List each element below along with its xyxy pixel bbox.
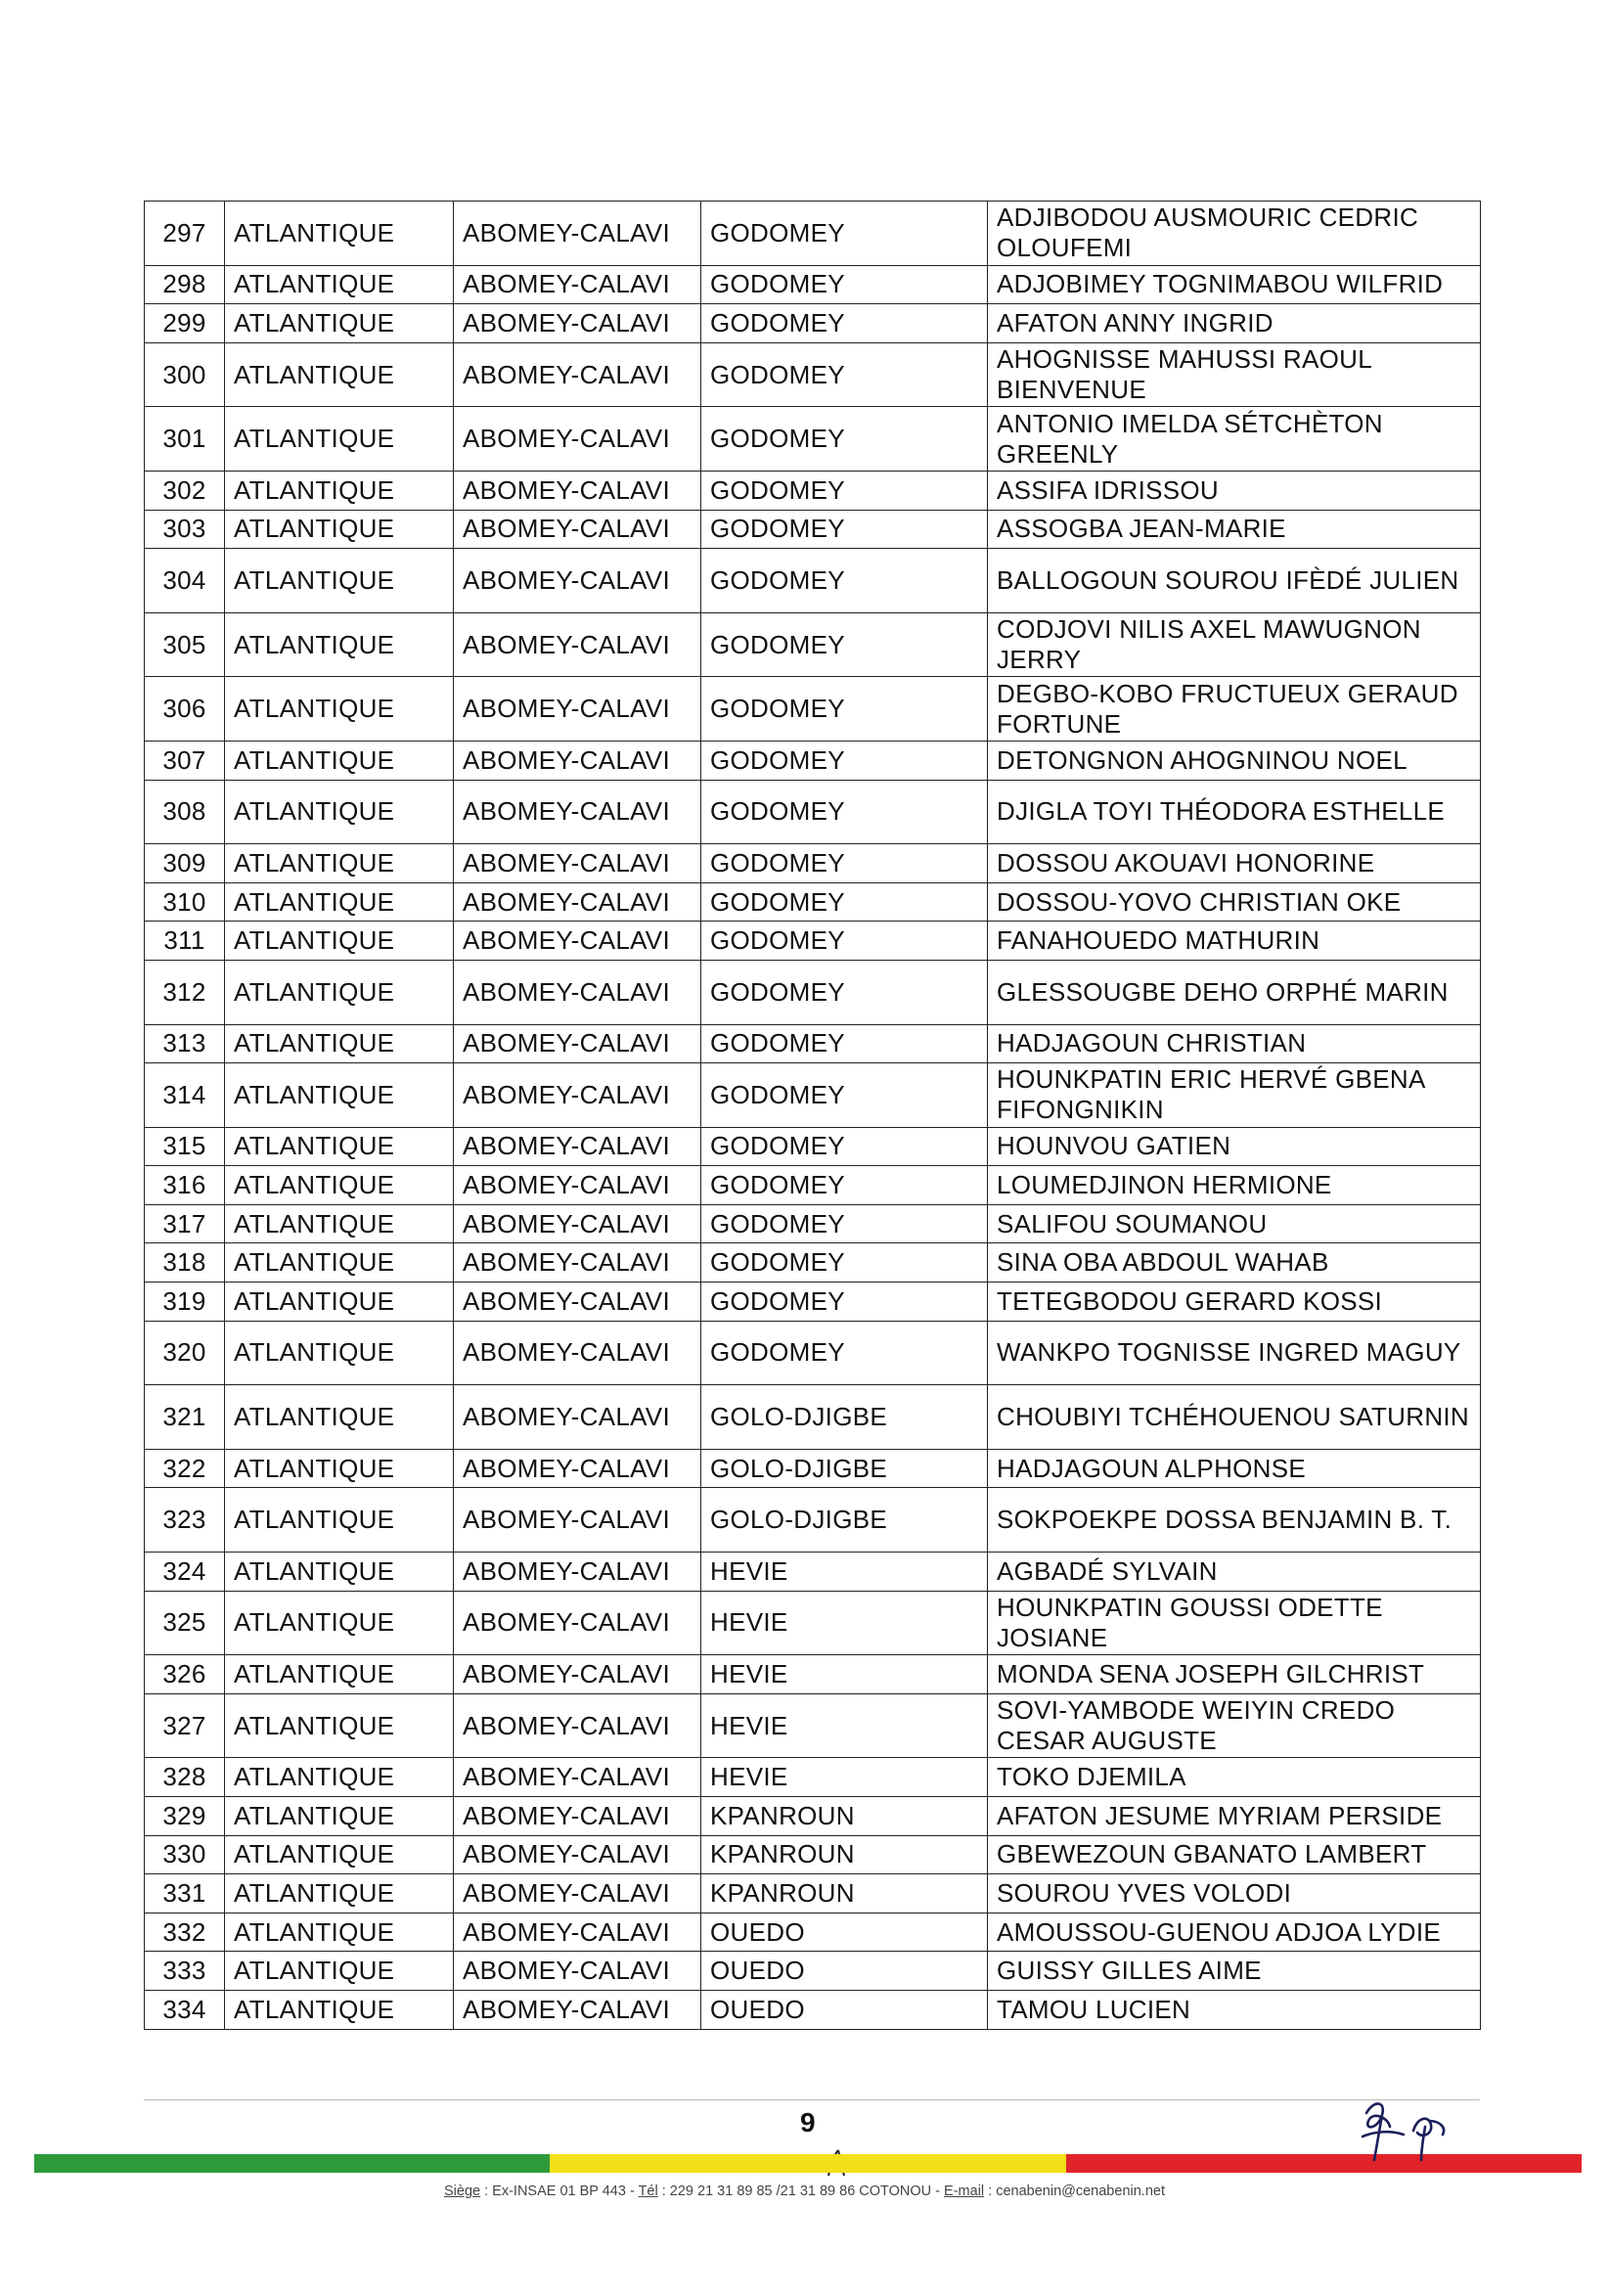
arrondissement-cell: GODOMEY <box>701 471 988 510</box>
commune-cell: ABOMEY-CALAVI <box>454 1449 701 1488</box>
candidate-name-cell: ADJOBIMEY TOGNIMABOU WILFRID <box>988 265 1481 304</box>
row-number: 328 <box>145 1758 225 1797</box>
candidate-name-cell: DOSSOU-YOVO CHRISTIAN OKE <box>988 882 1481 922</box>
signature-icon <box>1353 2092 1460 2170</box>
arrondissement-cell: GODOMEY <box>701 780 988 844</box>
department-cell: ATLANTIQUE <box>225 202 454 266</box>
row-number: 306 <box>145 677 225 742</box>
row-number: 323 <box>145 1488 225 1553</box>
table-row <box>145 960 1481 1024</box>
arrondissement-cell: OUEDO <box>701 1990 988 2029</box>
department-cell: ATLANTIQUE <box>225 960 454 1024</box>
department-cell: ATLANTIQUE <box>225 922 454 961</box>
candidate-name-cell: AHOGNISSE MAHUSSI RAOUL BIENVENUE <box>988 342 1481 407</box>
arrondissement-cell: GODOMEY <box>701 510 988 549</box>
department-cell: ATLANTIQUE <box>225 1874 454 1913</box>
row-number: 311 <box>145 922 225 961</box>
department-cell: ATLANTIQUE <box>225 1913 454 1952</box>
candidate-name-cell: ASSOGBA JEAN-MARIE <box>988 510 1481 549</box>
row-number: 333 <box>145 1952 225 1991</box>
arrondissement-cell: GODOMEY <box>701 741 988 780</box>
department-cell: ATLANTIQUE <box>225 549 454 613</box>
table-row <box>145 407 1481 472</box>
arrondissement-cell: GOLO-DJIGBE <box>701 1449 988 1488</box>
email-text: : cenabenin@cenabenin.net <box>984 2183 1165 2199</box>
row-number: 327 <box>145 1693 225 1758</box>
department-cell: ATLANTIQUE <box>225 510 454 549</box>
row-number: 316 <box>145 1166 225 1205</box>
row-number: 303 <box>145 510 225 549</box>
table-row <box>145 677 1481 742</box>
commune-cell: ABOMEY-CALAVI <box>454 202 701 266</box>
arrondissement-cell: GODOMEY <box>701 1321 988 1385</box>
department-cell: ATLANTIQUE <box>225 1655 454 1694</box>
table-row <box>145 1283 1481 1322</box>
row-number: 312 <box>145 960 225 1024</box>
table-row <box>145 1655 1481 1694</box>
commune-cell: ABOMEY-CALAVI <box>454 549 701 613</box>
table-row <box>145 1693 1481 1758</box>
row-number: 334 <box>145 1990 225 2029</box>
tel-text: : 229 21 31 89 85 /21 31 89 86 COTONOU - <box>657 2183 945 2199</box>
row-number: 319 <box>145 1283 225 1322</box>
arrondissement-cell: GODOMEY <box>701 844 988 883</box>
table-row <box>145 922 1481 961</box>
table-row <box>145 1449 1481 1488</box>
row-number: 301 <box>145 407 225 472</box>
candidate-name-cell: CHOUBIYI TCHÉHOUENOU SATURNIN <box>988 1385 1481 1450</box>
arrondissement-cell: GODOMEY <box>701 1127 988 1166</box>
commune-cell: ABOMEY-CALAVI <box>454 1127 701 1166</box>
arrondissement-cell: KPANROUN <box>701 1835 988 1874</box>
row-number: 298 <box>145 265 225 304</box>
row-number: 299 <box>145 304 225 343</box>
department-cell: ATLANTIQUE <box>225 1797 454 1836</box>
arrondissement-cell: HEVIE <box>701 1591 988 1655</box>
department-cell: ATLANTIQUE <box>225 1204 454 1243</box>
arrondissement-cell: GODOMEY <box>701 677 988 742</box>
commune-cell: ABOMEY-CALAVI <box>454 882 701 922</box>
commune-cell: ABOMEY-CALAVI <box>454 1835 701 1874</box>
row-number: 317 <box>145 1204 225 1243</box>
commune-cell: ABOMEY-CALAVI <box>454 960 701 1024</box>
commune-cell: ABOMEY-CALAVI <box>454 1166 701 1205</box>
department-cell: ATLANTIQUE <box>225 882 454 922</box>
arrondissement-cell: GODOMEY <box>701 407 988 472</box>
candidate-name-cell: DEGBO-KOBO FRUCTUEUX GERAUD FORTUNE <box>988 677 1481 742</box>
table-body <box>145 202 1481 2030</box>
arrondissement-cell: HEVIE <box>701 1758 988 1797</box>
candidate-name-cell: CODJOVI NILIS AXEL MAWUGNON JERRY <box>988 612 1481 677</box>
table-row <box>145 1204 1481 1243</box>
candidate-name-cell: GLESSOUGBE DEHO ORPHÉ MARIN <box>988 960 1481 1024</box>
candidate-name-cell: AFATON JESUME MYRIAM PERSIDE <box>988 1797 1481 1836</box>
arrondissement-cell: GODOMEY <box>701 304 988 343</box>
arrondissement-cell: GODOMEY <box>701 1166 988 1205</box>
commune-cell: ABOMEY-CALAVI <box>454 1321 701 1385</box>
commune-cell: ABOMEY-CALAVI <box>454 1758 701 1797</box>
tel-label: Tél <box>638 2183 658 2199</box>
page-number: 9 <box>800 2107 816 2138</box>
arrondissement-cell: GODOMEY <box>701 202 988 266</box>
table-row <box>145 471 1481 510</box>
candidate-name-cell: FANAHOUEDO MATHURIN <box>988 922 1481 961</box>
row-number: 325 <box>145 1591 225 1655</box>
arrondissement-cell: GOLO-DJIGBE <box>701 1488 988 1553</box>
commune-cell: ABOMEY-CALAVI <box>454 1797 701 1836</box>
department-cell: ATLANTIQUE <box>225 1488 454 1553</box>
arrondissement-cell: GODOMEY <box>701 549 988 613</box>
candidate-name-cell: HOUNKPATIN ERIC HERVÉ GBENA FIFONGNIKIN <box>988 1063 1481 1128</box>
row-number: 313 <box>145 1024 225 1063</box>
siege-text: : Ex-INSAE 01 BP 443 - <box>480 2183 639 2199</box>
commune-cell: ABOMEY-CALAVI <box>454 612 701 677</box>
arrondissement-cell: GODOMEY <box>701 265 988 304</box>
table-row <box>145 265 1481 304</box>
table-row <box>145 1835 1481 1874</box>
commune-cell: ABOMEY-CALAVI <box>454 1874 701 1913</box>
table-row <box>145 549 1481 613</box>
candidate-name-cell: ASSIFA IDRISSOU <box>988 471 1481 510</box>
table-row <box>145 342 1481 407</box>
row-number: 309 <box>145 844 225 883</box>
commune-cell: ABOMEY-CALAVI <box>454 304 701 343</box>
table-row <box>145 844 1481 883</box>
commune-cell: ABOMEY-CALAVI <box>454 1591 701 1655</box>
department-cell: ATLANTIQUE <box>225 741 454 780</box>
candidate-name-cell: ADJIBODOU AUSMOURIC CEDRIC OLOUFEMI <box>988 202 1481 266</box>
arrondissement-cell: OUEDO <box>701 1952 988 1991</box>
table-row <box>145 1243 1481 1283</box>
department-cell: ATLANTIQUE <box>225 780 454 844</box>
department-cell: ATLANTIQUE <box>225 1243 454 1283</box>
candidate-name-cell: TOKO DJEMILA <box>988 1758 1481 1797</box>
commune-cell: ABOMEY-CALAVI <box>454 741 701 780</box>
table-row <box>145 1488 1481 1553</box>
flag-green-stripe <box>34 2154 550 2173</box>
row-number: 302 <box>145 471 225 510</box>
department-cell: ATLANTIQUE <box>225 1835 454 1874</box>
department-cell: ATLANTIQUE <box>225 1166 454 1205</box>
candidate-name-cell: HADJAGOUN ALPHONSE <box>988 1449 1481 1488</box>
candidate-name-cell: DETONGNON AHOGNINOU NOEL <box>988 741 1481 780</box>
commune-cell: ABOMEY-CALAVI <box>454 1385 701 1450</box>
candidate-name-cell: HOUNKPATIN GOUSSI ODETTE JOSIANE <box>988 1591 1481 1655</box>
arrondissement-cell: GOLO-DJIGBE <box>701 1385 988 1450</box>
arrondissement-cell: HEVIE <box>701 1655 988 1694</box>
row-number: 305 <box>145 612 225 677</box>
table-row <box>145 1874 1481 1913</box>
row-number: 331 <box>145 1874 225 1913</box>
row-number: 332 <box>145 1913 225 1952</box>
department-cell: ATLANTIQUE <box>225 1063 454 1128</box>
arrondissement-cell: GODOMEY <box>701 1283 988 1322</box>
arrondissement-cell: GODOMEY <box>701 1243 988 1283</box>
table-row <box>145 1385 1481 1450</box>
table-row <box>145 1127 1481 1166</box>
arrondissement-cell: KPANROUN <box>701 1797 988 1836</box>
table-row <box>145 1553 1481 1592</box>
bottom-rule <box>144 2099 1480 2100</box>
row-number: 318 <box>145 1243 225 1283</box>
commune-cell: ABOMEY-CALAVI <box>454 342 701 407</box>
commune-cell: ABOMEY-CALAVI <box>454 1063 701 1128</box>
department-cell: ATLANTIQUE <box>225 612 454 677</box>
department-cell: ATLANTIQUE <box>225 407 454 472</box>
candidate-name-cell: AGBADÉ SYLVAIN <box>988 1553 1481 1592</box>
department-cell: ATLANTIQUE <box>225 1283 454 1322</box>
row-number: 326 <box>145 1655 225 1694</box>
siege-label: Siège <box>444 2183 481 2199</box>
commune-cell: ABOMEY-CALAVI <box>454 1204 701 1243</box>
arrondissement-cell: GODOMEY <box>701 1024 988 1063</box>
arrondissement-cell: GODOMEY <box>701 960 988 1024</box>
table-row <box>145 1797 1481 1836</box>
commune-cell: ABOMEY-CALAVI <box>454 1913 701 1952</box>
department-cell: ATLANTIQUE <box>225 304 454 343</box>
table-row <box>145 202 1481 266</box>
arrondissement-cell: HEVIE <box>701 1693 988 1758</box>
candidate-name-cell: GUISSY GILLES AIME <box>988 1952 1481 1991</box>
arrondissement-cell: KPANROUN <box>701 1874 988 1913</box>
row-number: 324 <box>145 1553 225 1592</box>
commune-cell: ABOMEY-CALAVI <box>454 1693 701 1758</box>
table-row <box>145 1063 1481 1128</box>
flag-bar <box>34 2154 1582 2173</box>
commune-cell: ABOMEY-CALAVI <box>454 265 701 304</box>
commune-cell: ABOMEY-CALAVI <box>454 510 701 549</box>
department-cell: ATLANTIQUE <box>225 265 454 304</box>
department-cell: ATLANTIQUE <box>225 1449 454 1488</box>
row-number: 297 <box>145 202 225 266</box>
candidate-name-cell: ANTONIO IMELDA SÉTCHÈTON GREENLY <box>988 407 1481 472</box>
table-row <box>145 304 1481 343</box>
department-cell: ATLANTIQUE <box>225 1385 454 1450</box>
candidate-name-cell: GBEWEZOUN GBANATO LAMBERT <box>988 1835 1481 1874</box>
candidate-name-cell: SALIFOU SOUMANOU <box>988 1204 1481 1243</box>
arrondissement-cell: HEVIE <box>701 1553 988 1592</box>
flag-red-stripe <box>1066 2154 1582 2173</box>
candidate-name-cell: AMOUSSOU-GUENOU ADJOA LYDIE <box>988 1913 1481 1952</box>
commune-cell: ABOMEY-CALAVI <box>454 1952 701 1991</box>
table-row <box>145 1591 1481 1655</box>
candidate-name-cell: HADJAGOUN CHRISTIAN <box>988 1024 1481 1063</box>
candidate-name-cell: DOSSOU AKOUAVI HONORINE <box>988 844 1481 883</box>
table-row <box>145 741 1481 780</box>
row-number: 300 <box>145 342 225 407</box>
candidate-table <box>144 201 1480 2030</box>
department-cell: ATLANTIQUE <box>225 1553 454 1592</box>
row-number: 314 <box>145 1063 225 1128</box>
table-row <box>145 1990 1481 2029</box>
department-cell: ATLANTIQUE <box>225 1127 454 1166</box>
candidate-name-cell: TAMOU LUCIEN <box>988 1990 1481 2029</box>
candidate-name-cell: WANKPO TOGNISSE INGRED MAGUY <box>988 1321 1481 1385</box>
row-number: 320 <box>145 1321 225 1385</box>
commune-cell: ABOMEY-CALAVI <box>454 780 701 844</box>
arrondissement-cell: GODOMEY <box>701 1204 988 1243</box>
candidate-name-cell: BALLOGOUN SOUROU IFÈDÉ JULIEN <box>988 549 1481 613</box>
commune-cell: ABOMEY-CALAVI <box>454 407 701 472</box>
row-number: 322 <box>145 1449 225 1488</box>
commune-cell: ABOMEY-CALAVI <box>454 471 701 510</box>
email-label: E-mail <box>944 2183 985 2199</box>
department-cell: ATLANTIQUE <box>225 1952 454 1991</box>
department-cell: ATLANTIQUE <box>225 677 454 742</box>
commune-cell: ABOMEY-CALAVI <box>454 1283 701 1322</box>
arrondissement-cell: GODOMEY <box>701 1063 988 1128</box>
department-cell: ATLANTIQUE <box>225 1990 454 2029</box>
commune-cell: ABOMEY-CALAVI <box>454 1024 701 1063</box>
commune-cell: ABOMEY-CALAVI <box>454 1655 701 1694</box>
table-row <box>145 612 1481 677</box>
candidate-name-cell: SOVI-YAMBODE WEIYIN CREDO CESAR AUGUSTE <box>988 1693 1481 1758</box>
commune-cell: ABOMEY-CALAVI <box>454 922 701 961</box>
table-row <box>145 510 1481 549</box>
commune-cell: ABOMEY-CALAVI <box>454 1553 701 1592</box>
row-number: 330 <box>145 1835 225 1874</box>
row-number: 307 <box>145 741 225 780</box>
flag-yellow-stripe <box>550 2154 1065 2173</box>
table-row <box>145 1913 1481 1952</box>
candidate-name-cell: DJIGLA TOYI THÉODORA ESTHELLE <box>988 780 1481 844</box>
arrondissement-cell: GODOMEY <box>701 882 988 922</box>
department-cell: ATLANTIQUE <box>225 844 454 883</box>
commune-cell: ABOMEY-CALAVI <box>454 1243 701 1283</box>
candidate-name-cell: SOUROU YVES VOLODI <box>988 1874 1481 1913</box>
commune-cell: ABOMEY-CALAVI <box>454 1990 701 2029</box>
department-cell: ATLANTIQUE <box>225 1693 454 1758</box>
candidate-name-cell: SOKPOEKPE DOSSA BENJAMIN B. T. <box>988 1488 1481 1553</box>
commune-cell: ABOMEY-CALAVI <box>454 1488 701 1553</box>
table-row <box>145 780 1481 844</box>
arrondissement-cell: GODOMEY <box>701 342 988 407</box>
department-cell: ATLANTIQUE <box>225 1758 454 1797</box>
candidate-name-cell: MONDA SENA JOSEPH GILCHRIST <box>988 1655 1481 1694</box>
commune-cell: ABOMEY-CALAVI <box>454 844 701 883</box>
candidate-name-cell: LOUMEDJINON HERMIONE <box>988 1166 1481 1205</box>
department-cell: ATLANTIQUE <box>225 1591 454 1655</box>
row-number: 304 <box>145 549 225 613</box>
department-cell: ATLANTIQUE <box>225 471 454 510</box>
table-row <box>145 1321 1481 1385</box>
table-row <box>145 882 1481 922</box>
commune-cell: ABOMEY-CALAVI <box>454 677 701 742</box>
candidate-name-cell: TETEGBODOU GERARD KOSSI <box>988 1283 1481 1322</box>
table-row <box>145 1166 1481 1205</box>
department-cell: ATLANTIQUE <box>225 342 454 407</box>
table-row <box>145 1758 1481 1797</box>
row-number: 321 <box>145 1385 225 1450</box>
department-cell: ATLANTIQUE <box>225 1024 454 1063</box>
department-cell: ATLANTIQUE <box>225 1321 454 1385</box>
arrondissement-cell: GODOMEY <box>701 922 988 961</box>
table-row <box>145 1024 1481 1063</box>
arrondissement-cell: GODOMEY <box>701 612 988 677</box>
row-number: 308 <box>145 780 225 844</box>
row-number: 329 <box>145 1797 225 1836</box>
candidate-name-cell: AFATON ANNY INGRID <box>988 304 1481 343</box>
candidate-name-cell: HOUNVOU GATIEN <box>988 1127 1481 1166</box>
arrondissement-cell: OUEDO <box>701 1913 988 1952</box>
footer-address <box>0 2183 1609 2199</box>
row-number: 310 <box>145 882 225 922</box>
candidate-name-cell: SINA OBA ABDOUL WAHAB <box>988 1243 1481 1283</box>
table-row <box>145 1952 1481 1991</box>
row-number: 315 <box>145 1127 225 1166</box>
